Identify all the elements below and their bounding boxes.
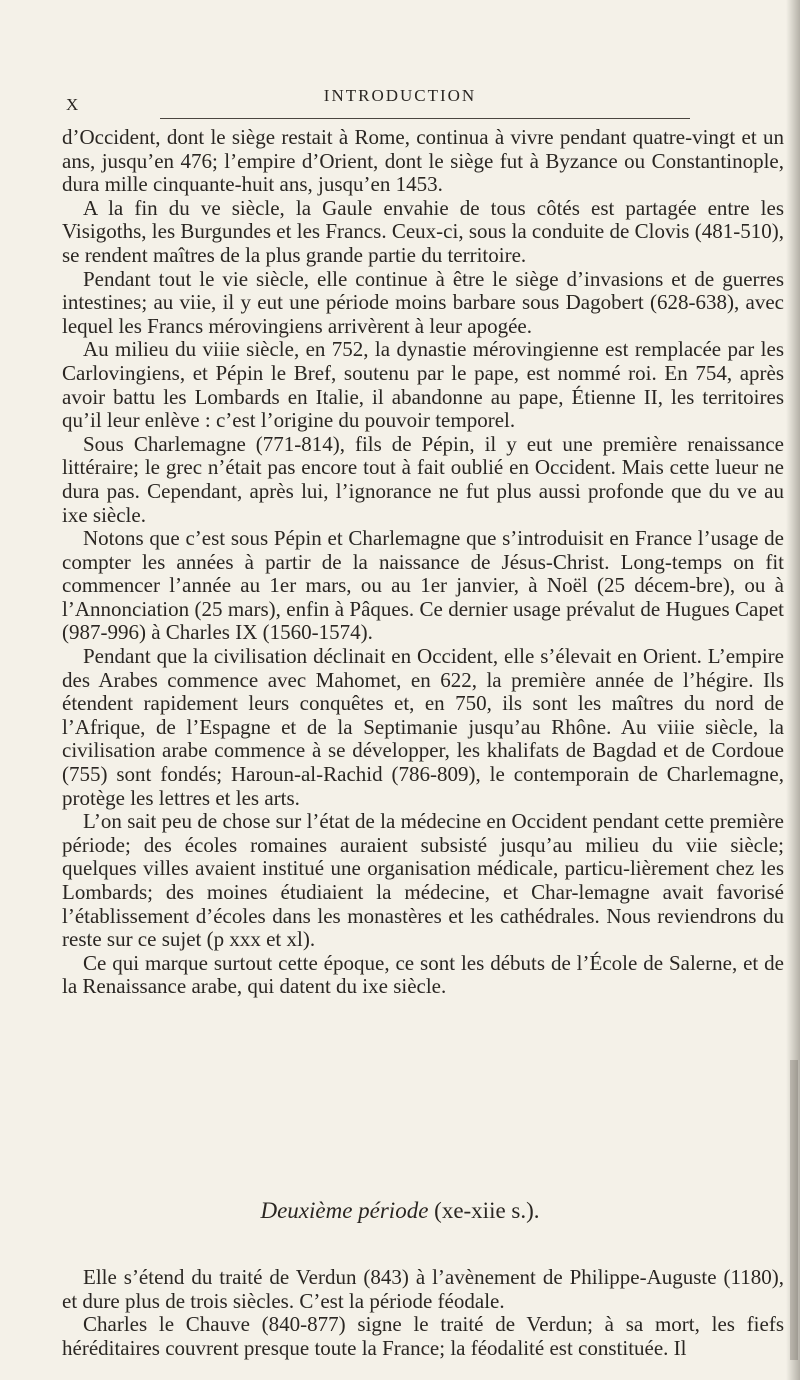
paragraph: Pendant que la civilisation déclinait en Occident, elle s’élevait en Orient. L’empire des Arabes commence avec Mahomet, en 622, la première année de l’hégire. Ils étendent rapidement leurs conquêtes et, en 750, ils sont les maîtres du nord de l’Afrique, de l’Espagne et de la Septimanie jusqu’au Rhône. Au viiie siècle, la civilisation arabe commence à se développer, les khalifats de Bagdad et de Cordoue (755) sont fondés; Haroun-al-Rachid (786-809), le contemporain de Charlemagne, protège les lettres et les arts. xyxy=(62,644,784,810)
running-title: INTRODUCTION xyxy=(323,86,477,105)
paragraph: Pendant tout le vie siècle, elle continue à être le siège d’invasions et de guerres intestines; au viie, il y eut une période moins barbare sous Dagobert (628-638), avec lequel les Francs mérovingiens arrivèrent à leur apogée. xyxy=(62,266,784,338)
paragraph: A la fin du ve siècle, la Gaule envahie de tous côtés est partagée entre les Visigoths, les Burgundes et les Francs. Ceux-ci, sous la conduite de Clovis (481-510), se rendent maîtres de la plus grande partie du territoire. xyxy=(62,195,784,267)
paragraph: Charles le Chauve (840-877) signe le traité de Verdun; à sa mort, les fiefs héréditaires couvrent presque toute la France; la féodalité est constituée. Il xyxy=(62,1312,784,1360)
paragraph: Sous Charlemagne (771-814), fils de Pépin, il y eut une première renaissance littéraire; le grec n’était pas encore tout à fait oublié en Occident. Mais cette lueur ne dura pas. Cependant, après lui, l’ignorance ne fut plus aussi profonde que du ve au ixe siècle. xyxy=(62,431,784,527)
paragraph: d’Occident, dont le siège restait à Rome, continua à vivre pendant quatre-vingt et un ans, jusqu’en 476; l’empire d’Orient, dont le siège fut à Byzance ou Constantinople, dura mille cinquante-huit ans, jusqu’en 1453. xyxy=(62,125,784,197)
section-title: Deuxième période xyxy=(260,1198,429,1223)
paragraph: Ce qui marque surtout cette époque, ce sont les débuts de l’École de Salerne, et de la Renaissance arabe, qui datent du ixe siècle. xyxy=(62,950,784,999)
paragraph: Elle s’étend du traité de Verdun (843) à l’avènement de Philippe-Auguste (1180), et dure plus de trois siècles. C’est la période féodale. xyxy=(62,1265,784,1313)
paragraph: Au milieu du viiie siècle, en 752, la dynastie mérovingienne est remplacée par les Carlovingiens, et Pépin le Bref, soutenu par le pape, est nommé roi. En 754, après avoir battu les Lombards en Italie, il abandonne au pape, Étienne II, les territoires qu’il leur enlève : c’est l’origine du pouvoir temporel. xyxy=(62,337,784,433)
page-edge-smudge xyxy=(790,1060,798,1360)
body-text xyxy=(62,126,784,999)
page-number: X xyxy=(66,95,80,114)
section-heading xyxy=(0,1198,800,1224)
section-range: (xe-xiie s.). xyxy=(434,1198,540,1223)
paragraph: L’on sait peu de chose sur l’état de la médecine en Occident pendant cette première période; des écoles romaines auraient subsisté jusqu’au milieu du viie siècle; quelques villes avaient institué une organisation médicale, particu-lièrement chez les Lombards; des moines étudiaient la médecine, et Char-lemagne avait favorisé l’établissement d’écoles dans les monastères et les cathédrales. Nous reviendrons du reste sur ce sujet (p xxx et xl). xyxy=(62,809,784,952)
section-body-text xyxy=(62,1266,784,1360)
paragraph: Notons que c’est sous Pépin et Charlemagne que s’introduisit en France l’usage de compter les années à partir de la naissance de Jésus-Christ. Long-temps on fit commencer l’année au 1er mars, ou au 1er janvier, à Noël (25 décem-bre), ou à l’Annonciation (25 mars), enfin à Pâques. Ce dernier usage prévalut de Hugues Capet (987-996) à Charles IX (1560-1574). xyxy=(62,526,784,645)
header-rule xyxy=(160,118,690,119)
